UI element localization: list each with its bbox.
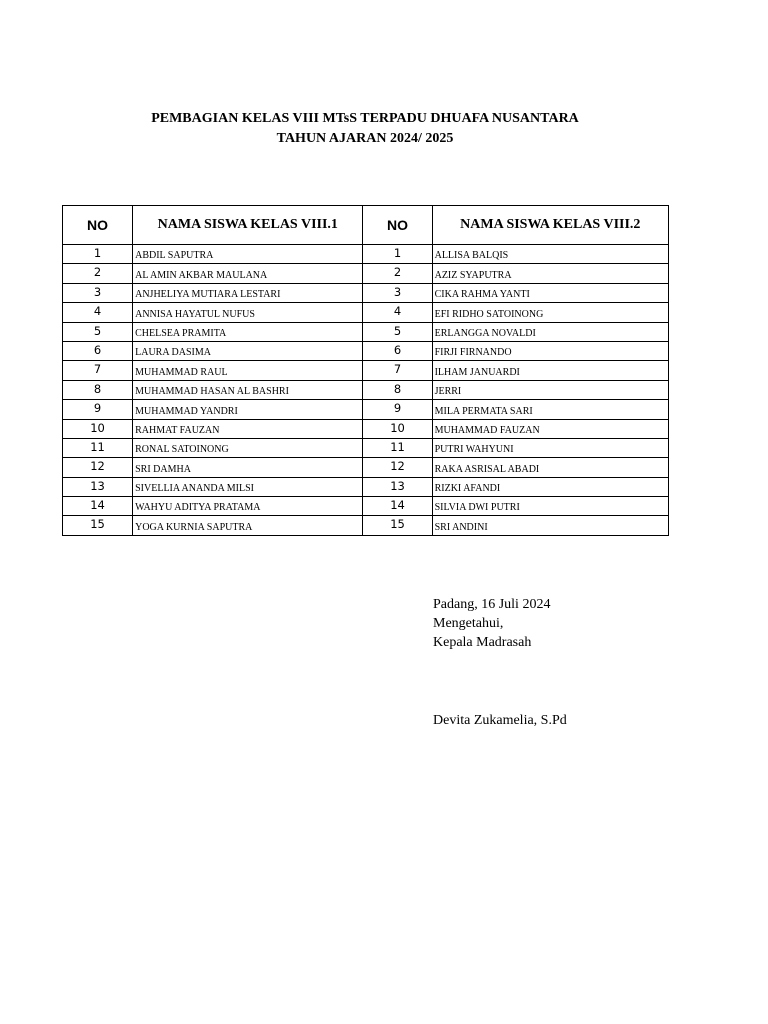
student-name-class-1: MUHAMMAD RAUL (133, 361, 363, 380)
row-number-class-1: 13 (63, 477, 133, 496)
row-number-class-2: 12 (363, 458, 432, 477)
row-number-class-2: 4 (363, 303, 432, 322)
row-number-class-1: 5 (63, 322, 133, 341)
table-row (63, 264, 669, 283)
student-name-class-2: MILA PERMATA SARI (432, 400, 668, 419)
student-name-class-2: PUTRI WAHYUNI (432, 438, 668, 457)
row-number-class-1: 4 (63, 303, 133, 322)
academic-year: TAHUN AJARAN 2024/ 2025 (276, 131, 454, 146)
table-row (63, 477, 669, 496)
student-name-class-2: ERLANGGA NOVALDI (432, 322, 668, 341)
header-name-class-2: NAMA SISWA KELAS VIII.2 (432, 206, 668, 245)
student-name-class-2: SILVIA DWI PUTRI (432, 497, 668, 516)
signer-role: Kepala Madrasah (433, 635, 532, 650)
row-number-class-1: 12 (63, 458, 133, 477)
row-number-class-1: 1 (63, 245, 133, 264)
row-number-class-2: 14 (363, 497, 432, 516)
document-title: PEMBAGIAN KELAS VIII MTsS TERPADU DHUAFA NUSANTARA (151, 111, 579, 126)
row-number-class-1: 2 (63, 264, 133, 283)
table-row (63, 497, 669, 516)
row-number-class-1: 6 (63, 341, 133, 360)
row-number-class-1: 7 (63, 361, 133, 380)
row-number-class-2: 2 (363, 264, 432, 283)
student-name-class-2: ALLISA BALQIS (432, 245, 668, 264)
row-number-class-1: 14 (63, 497, 133, 516)
student-name-class-1: ANJHELIYA MUTIARA LESTARI (133, 283, 363, 302)
student-name-class-1: RAHMAT FAUZAN (133, 419, 363, 438)
row-number-class-2: 11 (363, 438, 432, 457)
student-name-class-1: ANNISA HAYATUL NUFUS (133, 303, 363, 322)
table-row (63, 361, 669, 380)
row-number-class-2: 1 (363, 245, 432, 264)
student-name-class-1: ABDIL SAPUTRA (133, 245, 363, 264)
student-name-class-1: SRI DAMHA (133, 458, 363, 477)
student-name-class-1: YOGA KURNIA SAPUTRA (133, 516, 363, 535)
row-number-class-1: 3 (63, 283, 133, 302)
student-name-class-2: RIZKI AFANDI (432, 477, 668, 496)
row-number-class-2: 3 (363, 283, 432, 302)
student-name-class-2: FIRJI FIRNANDO (432, 341, 668, 360)
student-name-class-1: MUHAMMAD HASAN AL BASHRI (133, 380, 363, 399)
row-number-class-2: 6 (363, 341, 432, 360)
row-number-class-1: 11 (63, 438, 133, 457)
row-number-class-2: 13 (363, 477, 432, 496)
table-row (63, 322, 669, 341)
student-name-class-2: MUHAMMAD FAUZAN (432, 419, 668, 438)
table-row (63, 283, 669, 302)
row-number-class-1: 15 (63, 516, 133, 535)
student-name-class-2: RAKA ASRISAL ABADI (432, 458, 668, 477)
table-row (63, 303, 669, 322)
table-row (63, 341, 669, 360)
student-name-class-1: AL AMIN AKBAR MAULANA (133, 264, 363, 283)
roster-body (63, 245, 669, 536)
row-number-class-2: 15 (363, 516, 432, 535)
student-name-class-1: WAHYU ADITYA PRATAMA (133, 497, 363, 516)
table-row (63, 400, 669, 419)
row-number-class-2: 8 (363, 380, 432, 399)
table-row (63, 516, 669, 535)
row-number-class-2: 5 (363, 322, 432, 341)
table-header-row (63, 206, 669, 245)
header-no-1: NO (63, 206, 133, 245)
row-number-class-1: 9 (63, 400, 133, 419)
student-name-class-2: SRI ANDINI (432, 516, 668, 535)
table-row (63, 380, 669, 399)
student-name-class-1: MUHAMMAD YANDRI (133, 400, 363, 419)
header-name-class-1: NAMA SISWA KELAS VIII.1 (133, 206, 363, 245)
acknowledged-label: Mengetahui, (433, 616, 504, 631)
student-name-class-1: LAURA DASIMA (133, 341, 363, 360)
student-name-class-2: AZIZ SYAPUTRA (432, 264, 668, 283)
row-number-class-1: 8 (63, 380, 133, 399)
student-name-class-2: JERRI (432, 380, 668, 399)
student-name-class-2: ILHAM JANUARDI (432, 361, 668, 380)
table-row (63, 438, 669, 457)
row-number-class-2: 9 (363, 400, 432, 419)
table-row (63, 458, 669, 477)
student-name-class-1: SIVELLIA ANANDA MILSI (133, 477, 363, 496)
place-date: Padang, 16 Juli 2024 (433, 597, 551, 612)
student-name-class-2: EFI RIDHO SATOINONG (432, 303, 668, 322)
student-name-class-1: CHELSEA PRAMITA (133, 322, 363, 341)
row-number-class-2: 10 (363, 419, 432, 438)
class-roster-table (62, 205, 669, 536)
row-number-class-2: 7 (363, 361, 432, 380)
student-name-class-1: RONAL SATOINONG (133, 438, 363, 457)
header-no-2: NO (363, 206, 432, 245)
row-number-class-1: 10 (63, 419, 133, 438)
signer-name: Devita Zukamelia, S.Pd (433, 713, 567, 728)
table-row (63, 245, 669, 264)
table-row (63, 419, 669, 438)
student-name-class-2: CIKA RAHMA YANTI (432, 283, 668, 302)
